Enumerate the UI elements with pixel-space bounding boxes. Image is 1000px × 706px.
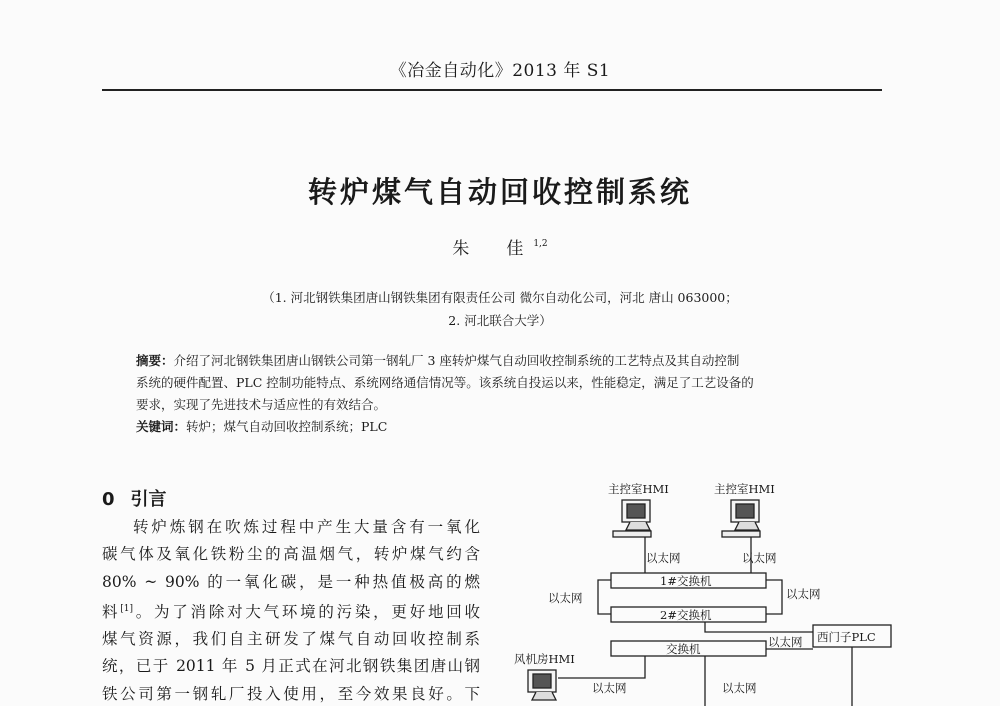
hmi-label: 主控室HMI [608,482,669,496]
abstract-line: 要求，实现了先进技术与适应性的有效结合。 [136,397,387,412]
keywords-label: 关键词： [136,419,187,434]
paper-title: 转炉煤气自动回收控制系统 [307,175,692,209]
ethernet-label: 以太网 [646,551,681,565]
switch-1-label: 1#交换机 [660,574,712,588]
ethernet-label: 以太网 [722,681,757,695]
body-line: 煤气资源，我们自主研发了煤气自动回收控制系 [102,630,480,649]
affiliation-line-1: （1. 河北钢铁集团唐山钢铁集团有限责任公司 微尔自动化公司，河北 唐山 063000； [262,290,738,305]
section-body [102,514,480,706]
affiliation-line-2: 2. 河北联合大学） [448,313,552,328]
body-line: 80% ~ 90% 的一氧化碳，是一种热值极高的燃 [102,572,480,591]
section-heading [102,485,167,511]
abstract [136,350,866,438]
body-line: 统，已于 2011 年 5 月正式在河北钢铁集团唐山钢 [102,657,480,676]
keywords-line [136,416,866,438]
keywords: 转炉；煤气自动回收控制系统；PLC [186,419,388,434]
body-line: 转炉炼钢在吹炼过程中产生大量含有一氧化 [133,518,480,536]
computer-icon [613,500,651,537]
switch-3-label: 交换机 [666,642,701,656]
header-rule [102,89,882,91]
network-diagram [510,470,910,706]
computer-icon [722,500,760,537]
paper-author [0,234,1000,259]
hmi-label: 风机房HMI [514,652,575,666]
citation: [1] [120,603,134,614]
ethernet-label: 以太网 [548,591,583,605]
section-number: 0 [102,489,115,510]
ethernet-label: 以太网 [786,587,821,601]
section-title: 引言 [130,489,167,510]
abstract-line: 系统的硬件配置、PLC 控制功能特点、系统网络通信情况等。该系统自投运以来，性能稳定，满足了工艺设备的 [136,375,754,390]
abstract-line: 摘要：介绍了河北钢铁集团唐山钢铁公司第一钢轧厂 3 座转炉煤气自动回收控制系统的工艺特点及其自动控制 [136,353,740,368]
author-name: 朱 佳 [452,239,534,259]
ethernet-label: 以太网 [742,551,777,565]
computer-icon [528,670,556,700]
ethernet-label: 以太网 [592,681,627,695]
ethernet-label: 以太网 [768,635,803,649]
hmi-label: 主控室HMI [714,482,775,496]
body-line: 料[1]。为了消除对大气环境的污染，更好地回收 [102,602,480,621]
switch-2-label: 2#交换机 [660,608,712,622]
journal-header: 《冶金自动化》2013 年 S1 [389,61,611,81]
body-line: 铁公司第一钢轧厂投入使用，至今效果良好。下 [102,684,480,703]
abstract-label: 摘要： [136,353,174,368]
plc-label: 西门子PLC [817,630,876,644]
author-affiliation-marks: 1,2 [533,239,548,249]
body-line: 碳气体及氧化铁粉尘的高温烟气，转炉煤气约含 [102,545,480,564]
